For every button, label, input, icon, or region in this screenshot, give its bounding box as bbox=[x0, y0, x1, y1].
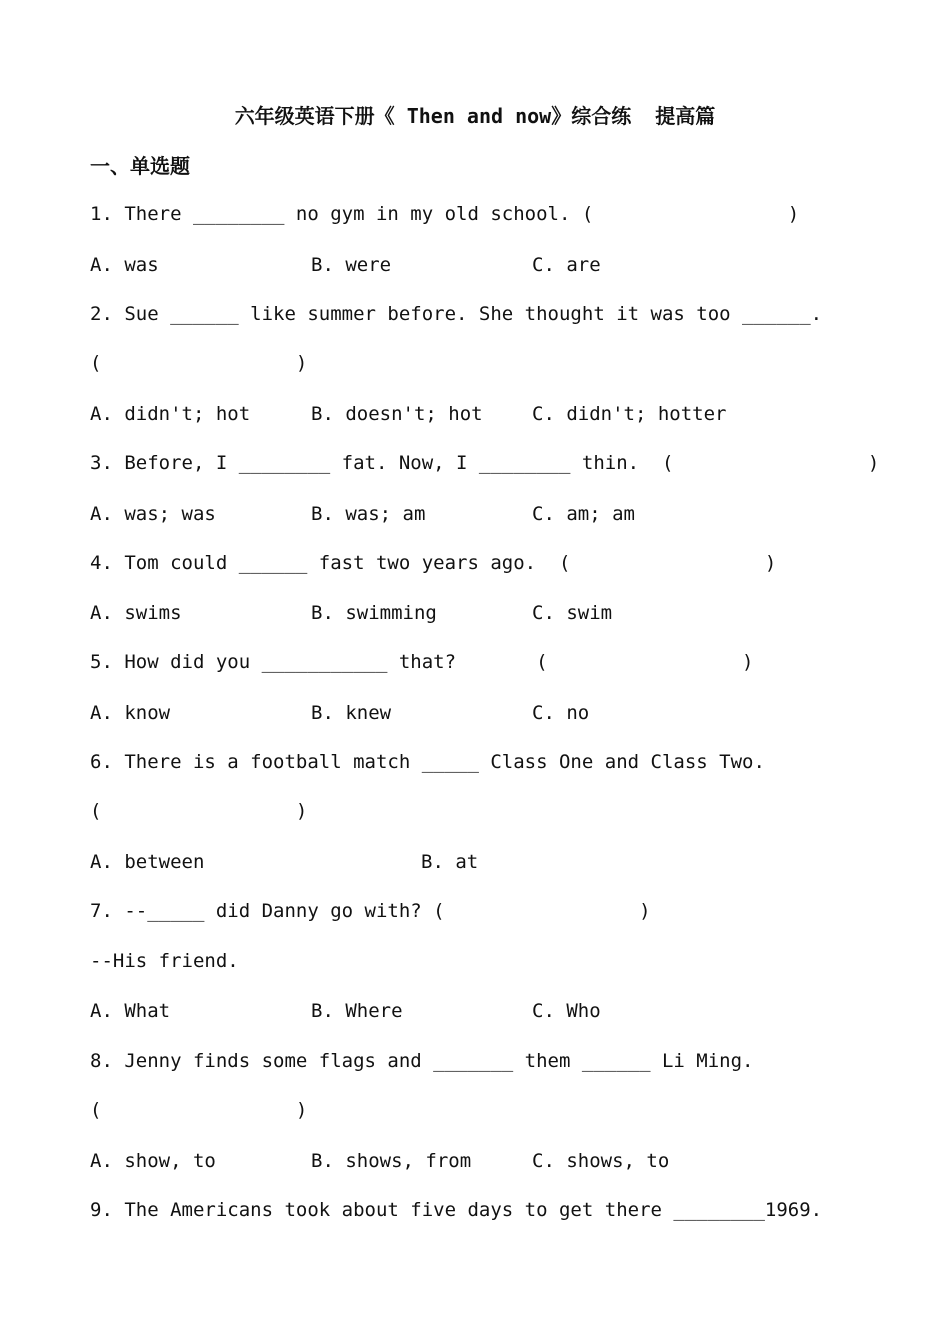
option-c: C. are bbox=[532, 254, 601, 276]
option-a: A. was bbox=[90, 254, 159, 276]
question-stem: 7. --_____ did Danny go with? ( ) bbox=[90, 900, 651, 922]
option-b: B. were bbox=[311, 254, 392, 276]
option-b: B. at bbox=[421, 851, 479, 873]
question-stem: 1. There ________ no gym in my old school. ( ) bbox=[90, 203, 800, 225]
option-b: B. swimming bbox=[311, 602, 437, 624]
question-stem: 9. The Americans took about five days to get there ________1969. bbox=[90, 1199, 823, 1221]
answer-paren: ( ) bbox=[90, 352, 308, 374]
option-c: C. Who bbox=[532, 1000, 601, 1022]
question-stem: 8. Jenny finds some flags and _______ them ______ Li Ming. bbox=[90, 1050, 754, 1072]
option-c: C. no bbox=[532, 702, 590, 724]
answer-paren: ( ) bbox=[90, 800, 308, 822]
option-a: A. was; was bbox=[90, 503, 216, 525]
option-a: A. What bbox=[90, 1000, 171, 1022]
answer-paren: ( ) bbox=[90, 1099, 308, 1121]
question-stem: 3. Before, I ________ fat. Now, I ________ thin. ( ) bbox=[90, 452, 880, 474]
question-stem: 5. How did you ___________ that? ( ) bbox=[90, 651, 754, 673]
answer-line: --His friend. bbox=[90, 950, 239, 972]
question-stem: 6. There is a football match _____ Class One and Class Two. bbox=[90, 751, 765, 773]
option-a: A. know bbox=[90, 702, 171, 724]
option-a: A. swims bbox=[90, 602, 182, 624]
option-b: B. doesn't; hot bbox=[311, 403, 483, 425]
page-title: 六年级英语下册《 Then and now》综合练 提高篇 bbox=[234, 104, 716, 128]
section-heading: 一、单选题 bbox=[90, 154, 190, 178]
option-b: B. shows, from bbox=[311, 1150, 472, 1172]
question-stem: 2. Sue ______ like summer before. She thought it was too ______. bbox=[90, 303, 823, 325]
question-stem: 4. Tom could ______ fast two years ago. ( ) bbox=[90, 552, 777, 574]
option-b: B. Where bbox=[311, 1000, 403, 1022]
option-c: C. didn't; hotter bbox=[532, 403, 727, 425]
option-b: B. knew bbox=[311, 702, 392, 724]
option-a: A. didn't; hot bbox=[90, 403, 251, 425]
option-c: C. swim bbox=[532, 602, 613, 624]
option-a: A. show, to bbox=[90, 1150, 216, 1172]
option-a: A. between bbox=[90, 851, 205, 873]
option-b: B. was; am bbox=[311, 503, 426, 525]
option-c: C. shows, to bbox=[532, 1150, 670, 1172]
option-c: C. am; am bbox=[532, 503, 635, 525]
